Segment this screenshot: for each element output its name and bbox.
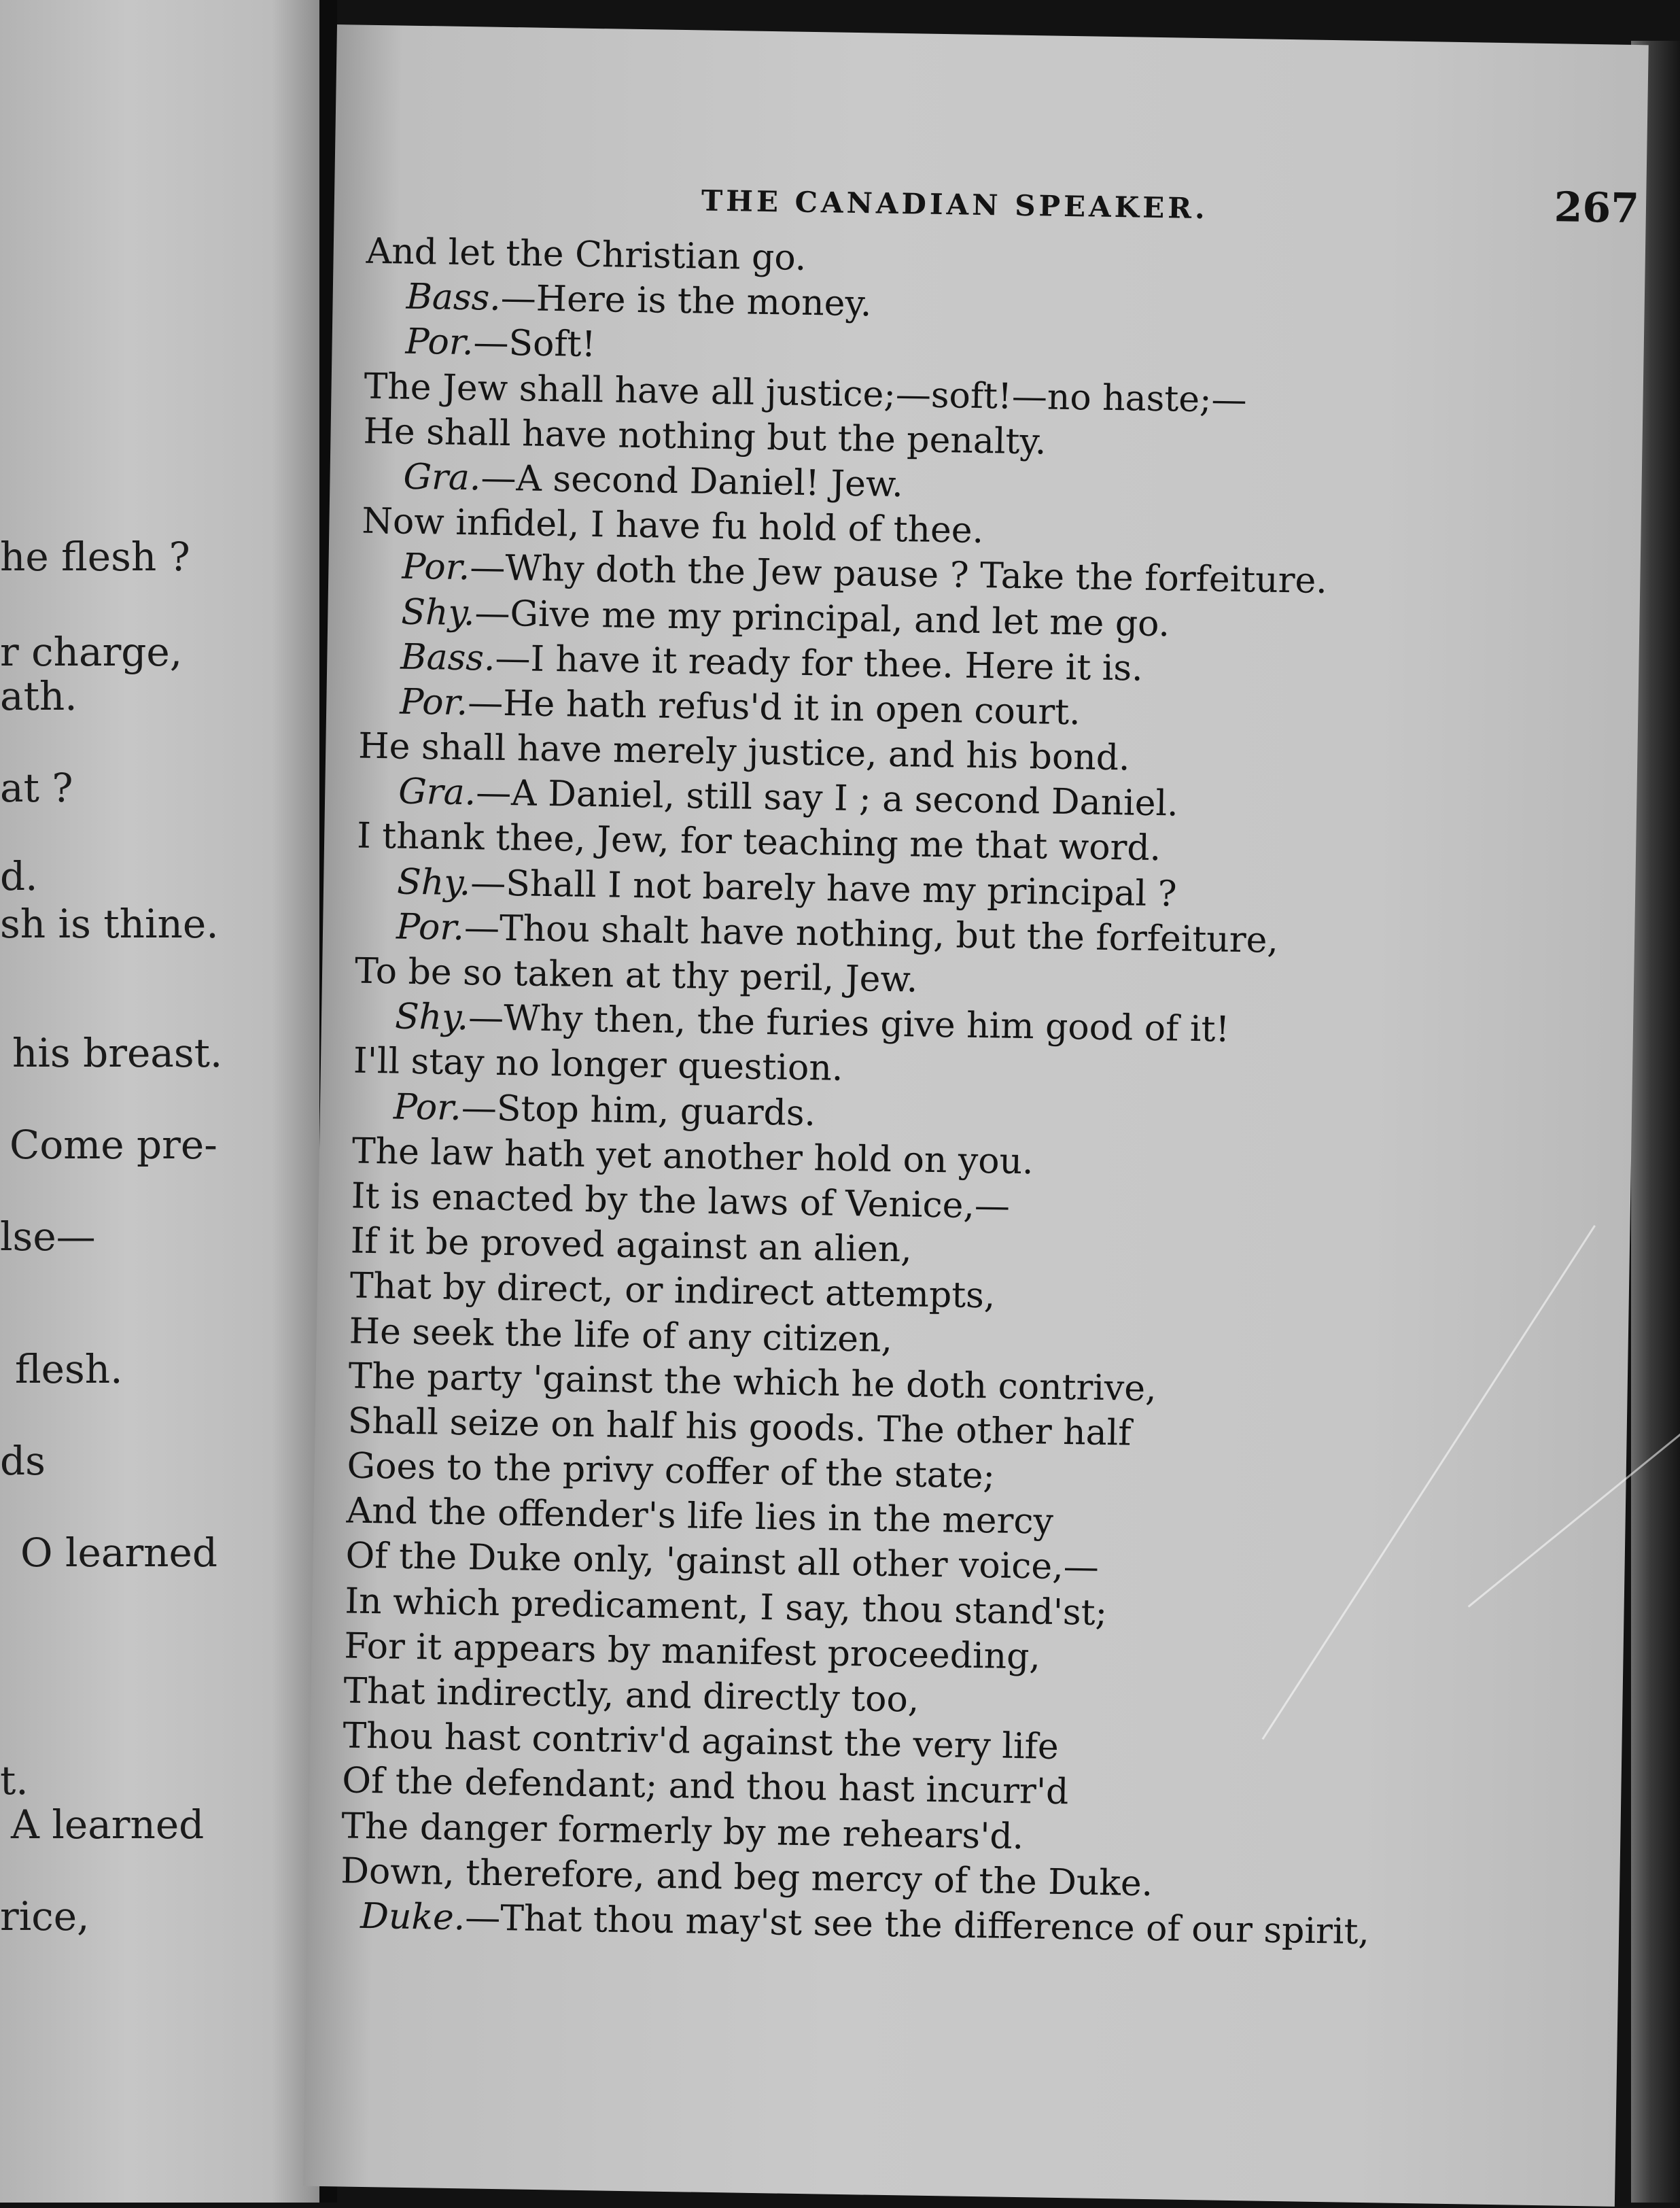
- line-text: —Why doth the Jew pause ? Take the forfeiture.: [469, 547, 1328, 602]
- verse-block: [340, 229, 1590, 1958]
- speaker-name: Bass.: [400, 636, 495, 679]
- line-text: Now infidel, I have fu hold of thee.: [362, 500, 984, 552]
- line-text: I'll stay no longer question.: [353, 1040, 843, 1090]
- line-text: That indirectly, and directly too,: [343, 1670, 920, 1721]
- line-text: —Stop him, guards.: [461, 1087, 816, 1134]
- facing-page-fragment: Come pre-: [10, 1122, 217, 1168]
- facing-page-fragment: d.: [0, 853, 38, 899]
- line-text: Of the defendant; and thou hast incurr'd: [341, 1760, 1069, 1813]
- speaker-name: Gra.: [398, 771, 476, 814]
- line-text: —Soft!: [473, 322, 596, 366]
- facing-page-fragment: rice,: [0, 1893, 90, 1939]
- facing-page-fragment: ds: [0, 1438, 46, 1484]
- speaker-name: Por.: [402, 546, 470, 589]
- line-text: —A second Daniel! Jew.: [480, 458, 904, 506]
- line-text: —He hath refus'd it in open court.: [467, 683, 1081, 734]
- book-page: [303, 24, 1649, 2207]
- line-text: He seek the life of any citizen,: [349, 1311, 893, 1360]
- line-text: The party 'gainst the which he doth contrive,: [348, 1356, 1157, 1409]
- speaker-name: Por.: [393, 1086, 462, 1128]
- line-text: Of the Duke only, 'gainst all other voice,—: [345, 1535, 1100, 1589]
- line-text: It is enacted by the laws of Venice,—: [351, 1175, 1011, 1227]
- line-text: To be so taken at thy peril, Jew.: [354, 950, 918, 1001]
- line-text: The Jew shall have all justice;—soft!—no haste;—: [364, 366, 1248, 421]
- line-text: —Give me my principal, and let me go.: [474, 592, 1170, 644]
- line-text: Down, therefore, and beg mercy of the Duke.: [340, 1850, 1153, 1904]
- speaker-name: Por.: [396, 906, 465, 948]
- speaker-name: Por.: [405, 322, 474, 364]
- line-text: —Shall I not barely have my principal ?: [470, 862, 1178, 915]
- line-text: —Thou shalt have nothing, but the forfeiture,: [463, 907, 1279, 961]
- line-text: —Here is the money.: [500, 278, 872, 325]
- line-text: Thou hast contriv'd against the very life: [342, 1715, 1060, 1768]
- facing-page-fragment: he flesh ?: [0, 534, 190, 580]
- line-text: The law hath yet another hold on you.: [351, 1131, 1034, 1183]
- page-number: 267: [1554, 184, 1640, 233]
- speaker-name: Por.: [399, 681, 468, 724]
- facing-page-fragment: A learned: [11, 1801, 205, 1848]
- facing-page-fragment: sh is thine.: [0, 901, 219, 947]
- speaker-name: Duke.: [360, 1895, 466, 1939]
- line-text: He shall have nothing but the penalty.: [363, 411, 1047, 463]
- speaker-name: Shy.: [400, 591, 476, 634]
- facing-page-fragment: t.: [0, 1757, 29, 1804]
- line-text: Goes to the privy coffer of the state;: [347, 1445, 996, 1497]
- running-head-title: THE CANADIAN SPEAKER.: [701, 184, 1209, 226]
- speaker-name: Shy.: [396, 861, 471, 903]
- line-text: And let the Christian go.: [366, 230, 807, 279]
- facing-page-fragment: at ?: [0, 765, 73, 811]
- facing-page-fragment: ath.: [0, 673, 77, 719]
- facing-page-fragment: O learned: [20, 1530, 217, 1576]
- speaker-name: Bass.: [406, 276, 502, 320]
- line-text: —That thou may'st see the difference of our spirit,: [464, 1897, 1370, 1953]
- running-head: [701, 163, 1639, 239]
- line-text: In which predicament, I say, thou stand'st;: [345, 1581, 1108, 1634]
- facing-page-fragment: his breast.: [12, 1030, 223, 1076]
- line-text: —A Daniel, still say I ; a second Daniel.: [475, 772, 1179, 825]
- line-text: —Why then, the furies give him good of it!: [468, 997, 1230, 1050]
- line-text: I thank thee, Jew, for teaching me that word.: [356, 816, 1161, 869]
- facing-page-fragment: r charge,: [0, 629, 183, 675]
- facing-page-fragment: flesh.: [15, 1346, 123, 1392]
- speaker-name: Shy.: [394, 996, 469, 1039]
- line-text: He shall have merely justice, and his bond.: [357, 725, 1131, 779]
- line-text: For it appears by manifest proceeding,: [344, 1625, 1041, 1678]
- facing-page: [0, 0, 319, 2203]
- line-text: Shall seize on half his goods. The other half: [347, 1400, 1132, 1454]
- facing-page-fragment: lse—: [0, 1213, 96, 1260]
- line-text: If it be proved against an alien,: [350, 1220, 913, 1271]
- line-text: That by direct, or indirect attempts,: [349, 1265, 996, 1317]
- line-text: —I have it ready for thee. Here it is.: [495, 638, 1144, 689]
- line-text: The danger formerly by me rehears'd.: [340, 1805, 1024, 1857]
- line-text: And the offender's life lies in the mercy: [346, 1490, 1054, 1543]
- speaker-name: Gra.: [403, 456, 481, 499]
